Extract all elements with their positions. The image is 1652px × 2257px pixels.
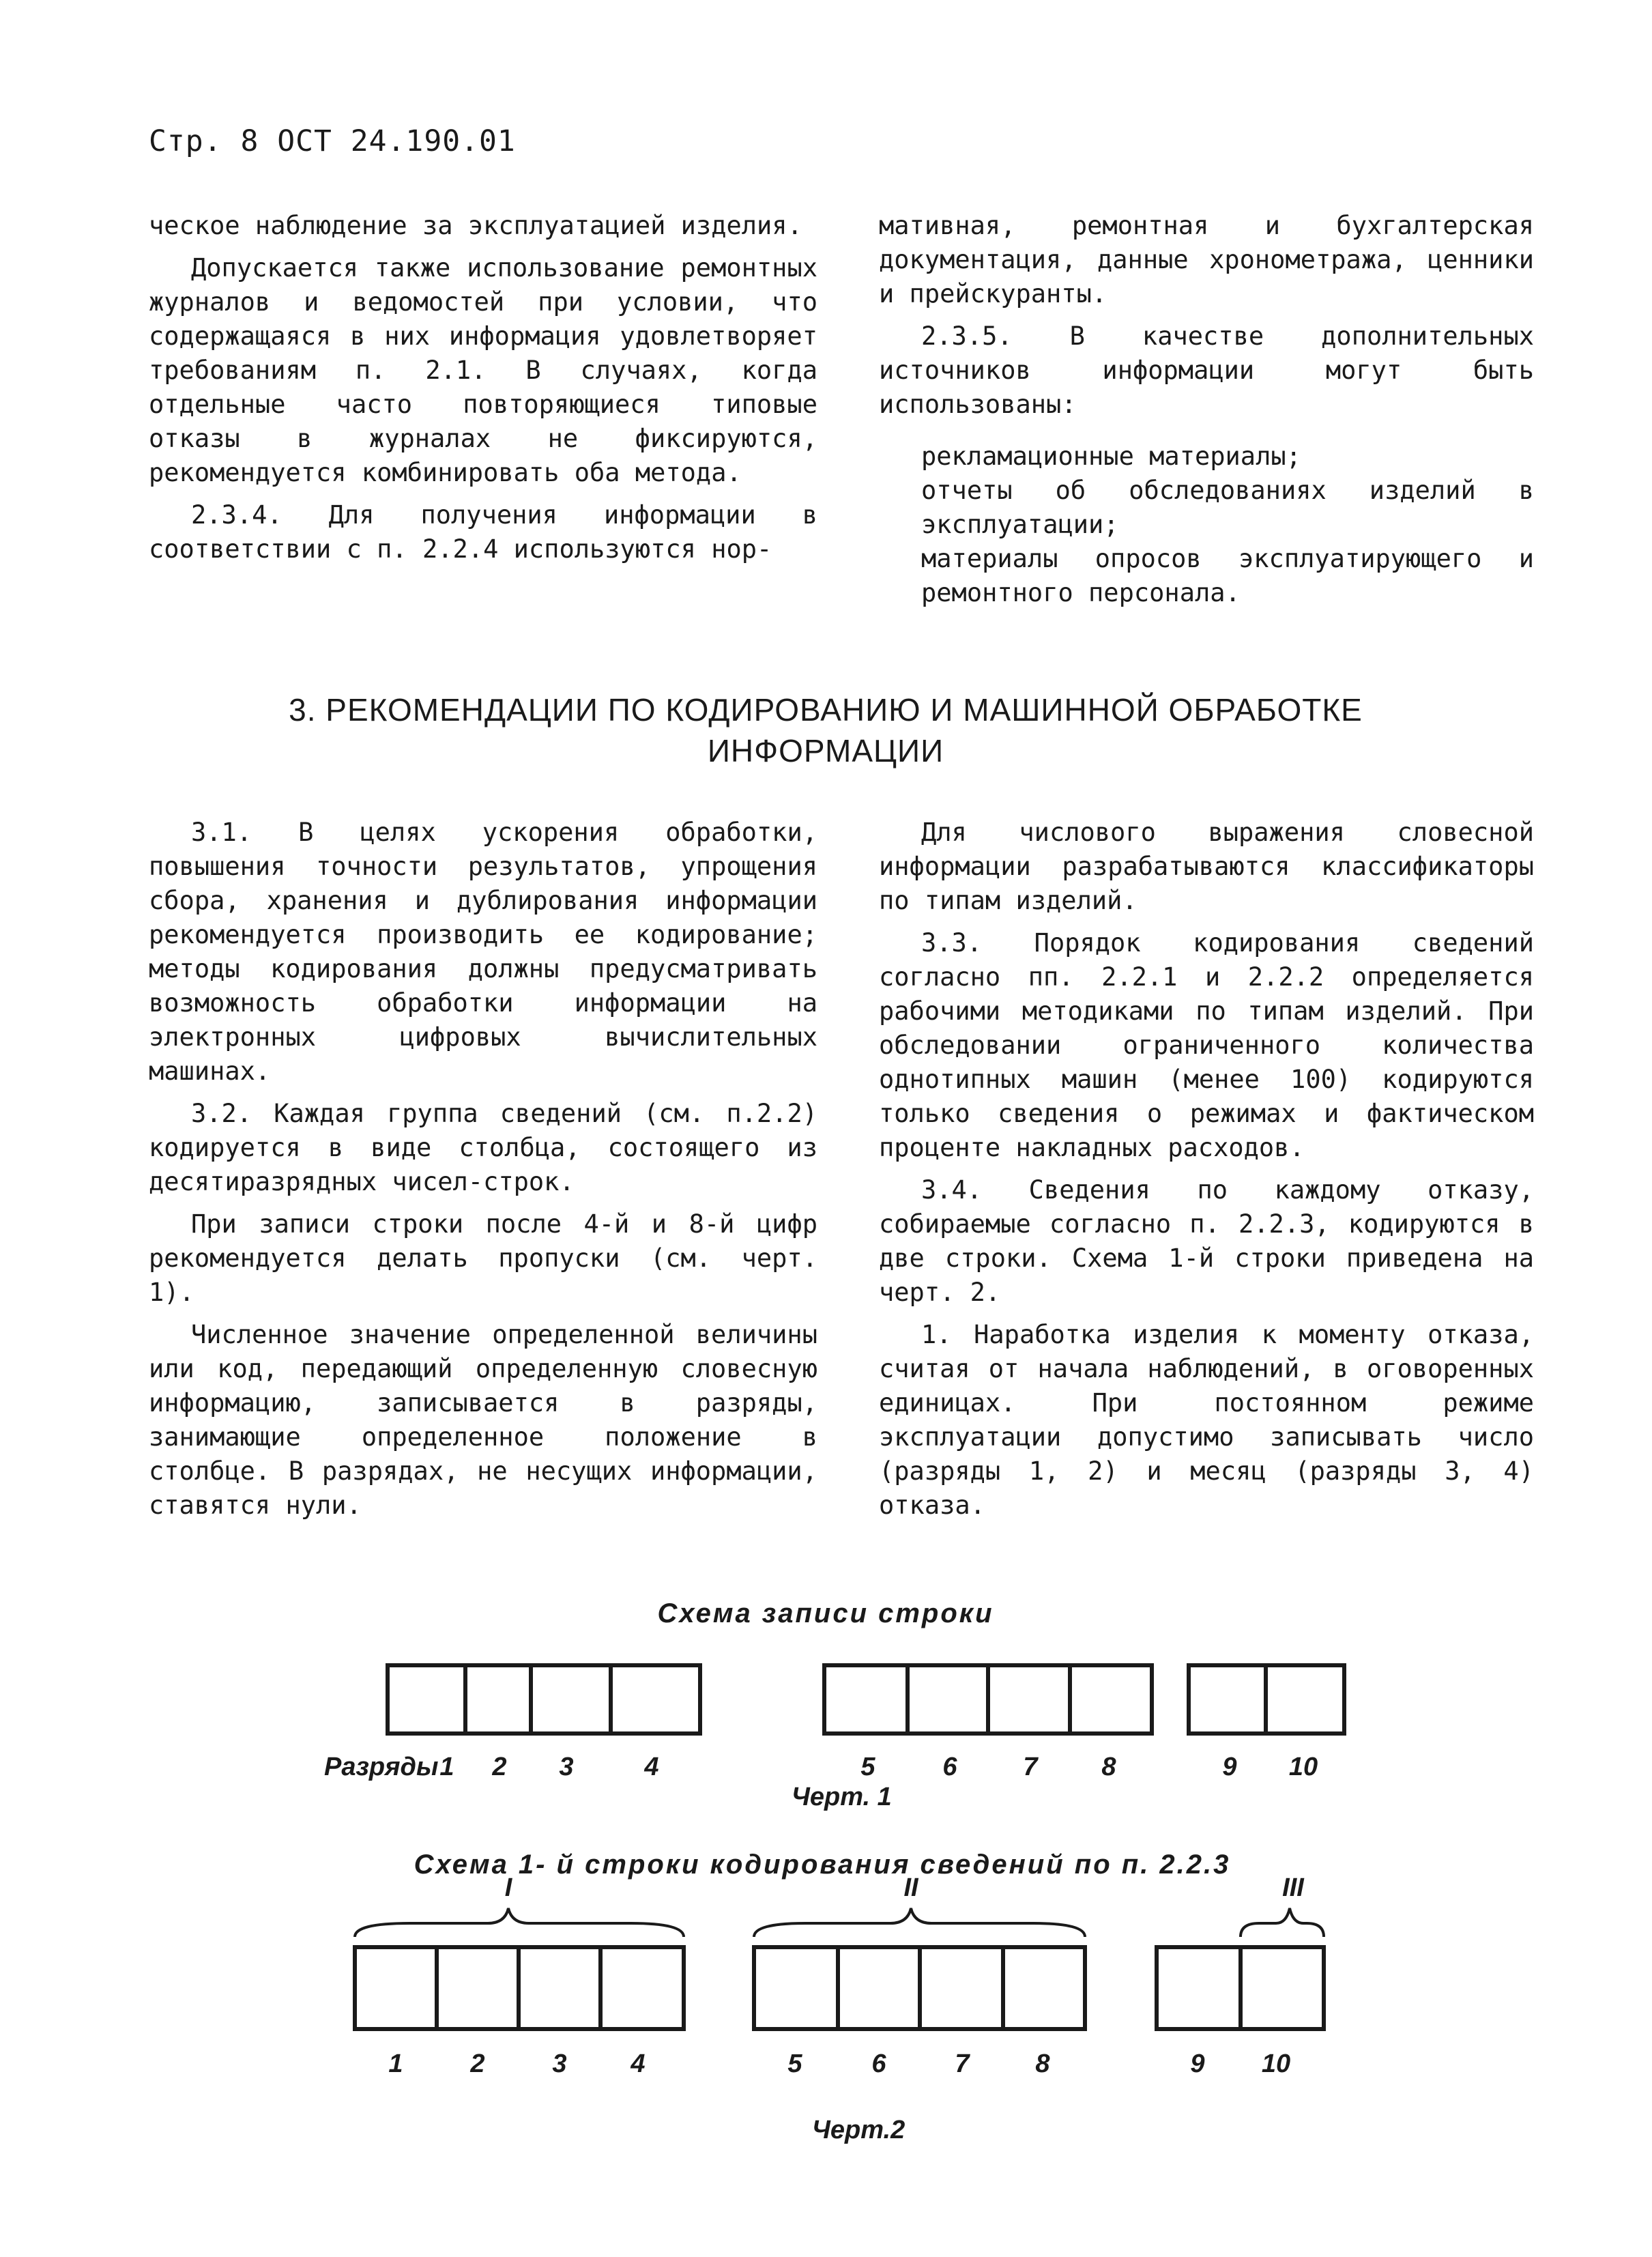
list-item: рекламационные материалы; [921, 442, 1301, 471]
figure2-title: Схема 1- й строки кодирования сведений по п. 2.2.3 [414, 1850, 1231, 1880]
figure1-digit: 8 [1101, 1753, 1116, 1781]
paragraph: При записи строки после 4-й и 8-й цифр рекомендуется делать пропуски (см. черт. 1). [149, 1209, 817, 1307]
figure1-digit: 1 [439, 1753, 454, 1781]
paragraph: Численное значение определенной величины или код, передающий определенную словесную информацию, записывается в разряды, занимающие определенное положение в столбце. В разрядах, не несущих информации, ставятся нули. [149, 1320, 817, 1520]
figure2-digit: 6 [871, 2050, 886, 2078]
figure2-boxes [355, 1908, 1324, 2029]
figure2-brace-1 [355, 1908, 684, 1937]
paragraph: мативная, ремонтная и бухгалтерская документация, данные хронометража, ценники и прейскуранты. [879, 211, 1534, 308]
figure1-digit: 3 [559, 1753, 574, 1781]
figure2-digit: 10 [1261, 2050, 1291, 2078]
figure2-digit: 2 [470, 2050, 485, 2078]
paragraph-3-3: 3.3. Порядок кодирования сведений согласно пп. 2.2.1 и 2.2.2 определяется рабочими методиками по типам изделий. При обследовании ограниченного количества однотипных машин (менее 100) кодируются только сведения о режимах и фактическом проценте накладных расходов. [879, 928, 1534, 1162]
figure2-caption: Черт.2 [812, 2116, 905, 2144]
paragraph: ческое наблюдение за эксплуатацией изделия. [149, 211, 802, 240]
figure2-group-label: II [903, 1873, 918, 1902]
figure2-brace-2 [754, 1908, 1085, 1937]
figure2-digit: 7 [955, 2050, 970, 2078]
figure1-digit: 6 [942, 1753, 957, 1781]
figure1-group-1 [388, 1665, 700, 1734]
paragraph: Для числового выражения словесной информации разрабатываются классификаторы по типам изделий. [879, 818, 1534, 915]
paragraph-2-3-4: 2.3.4. Для получения информации в соответствии с п. 2.2.4 используются нор- [149, 500, 817, 564]
figure2-digit: 3 [552, 2050, 567, 2078]
figure2-digit: 9 [1190, 2050, 1205, 2078]
paragraph-item-1: 1. Наработка изделия к моменту отказа, считая от начала наблюдений, в оговоренных единицах. При постоянном режиме эксплуатации допустимо записывать число (разряды 1, 2) и месяц (разряды 3, 4) отказа. [879, 1320, 1534, 1520]
section-title-line: 3. РЕКОМЕНДАЦИИ ПО КОДИРОВАНИЮ И МАШИННОЙ ОБРАБОТКЕ [289, 692, 1363, 728]
paragraph-2-3-5: 2.3.5. В качестве дополнительных источников информации могут быть использованы: [879, 321, 1534, 419]
figure1-digit: 5 [860, 1753, 875, 1781]
figure2-group-label: I [504, 1873, 512, 1902]
figure1-axis-label: Разряды [324, 1753, 439, 1781]
figure1-digit: 7 [1023, 1753, 1038, 1781]
list-item: материалы опросов эксплуатирующего и ремонтного персонала. [921, 544, 1534, 607]
figure1-caption: Черт. 1 [792, 1783, 892, 1811]
figure2-digit: 1 [388, 2050, 403, 2078]
figure2-brace-3 [1241, 1908, 1324, 1937]
figure1-digit: 10 [1288, 1753, 1318, 1781]
paragraph-3-1: 3.1. В целях ускорения обработки, повышения точности результатов, упрощения сбора, хранения и дублирования информации рекомендуется производить ее кодирование; методы кодирования должны предусматривать возможность обработки информации на электронных цифровых вычислительных машинах. [149, 818, 817, 1086]
figure1-boxes [388, 1665, 1344, 1734]
paragraph: Допускается также использование ремонтных журналов и ведомостей при условии, что содержащаяся в них информация удовлетворяет требованиям п. 2.1. В случаях, когда отдельные часто повторяющиеся типовые отказы в журналах не фиксируются, рекомендуется комбинировать оба метода. [149, 253, 817, 487]
figure2-digit: 8 [1035, 2050, 1050, 2078]
figure2-digit: 4 [631, 2050, 646, 2078]
paragraph-3-2: 3.2. Каждая группа сведений (см. п.2.2) кодируется в виде столбца, состоящего из десятиразрядных чисел-строк. [149, 1099, 817, 1196]
figure1-digit: 2 [492, 1753, 507, 1781]
figure1-title: Схема записи строки [657, 1598, 994, 1628]
page-header: Стр. 8 ОСТ 24.190.01 [149, 124, 516, 158]
figure2-group-label: III [1282, 1873, 1304, 1902]
figure2-digit: 5 [787, 2050, 802, 2078]
figure1-digit: 9 [1222, 1753, 1237, 1781]
paragraph-3-4: 3.4. Сведения по каждому отказу, собираемые согласно п. 2.2.3, кодируются в две строки. Схема 1-й строки приведена на черт. 2. [879, 1175, 1534, 1307]
figure1-digit: 4 [644, 1753, 659, 1781]
list-item: отчеты об обследованиях изделий в эксплуатации; [921, 476, 1534, 539]
section-title-line: ИНФОРМАЦИИ [707, 733, 944, 768]
